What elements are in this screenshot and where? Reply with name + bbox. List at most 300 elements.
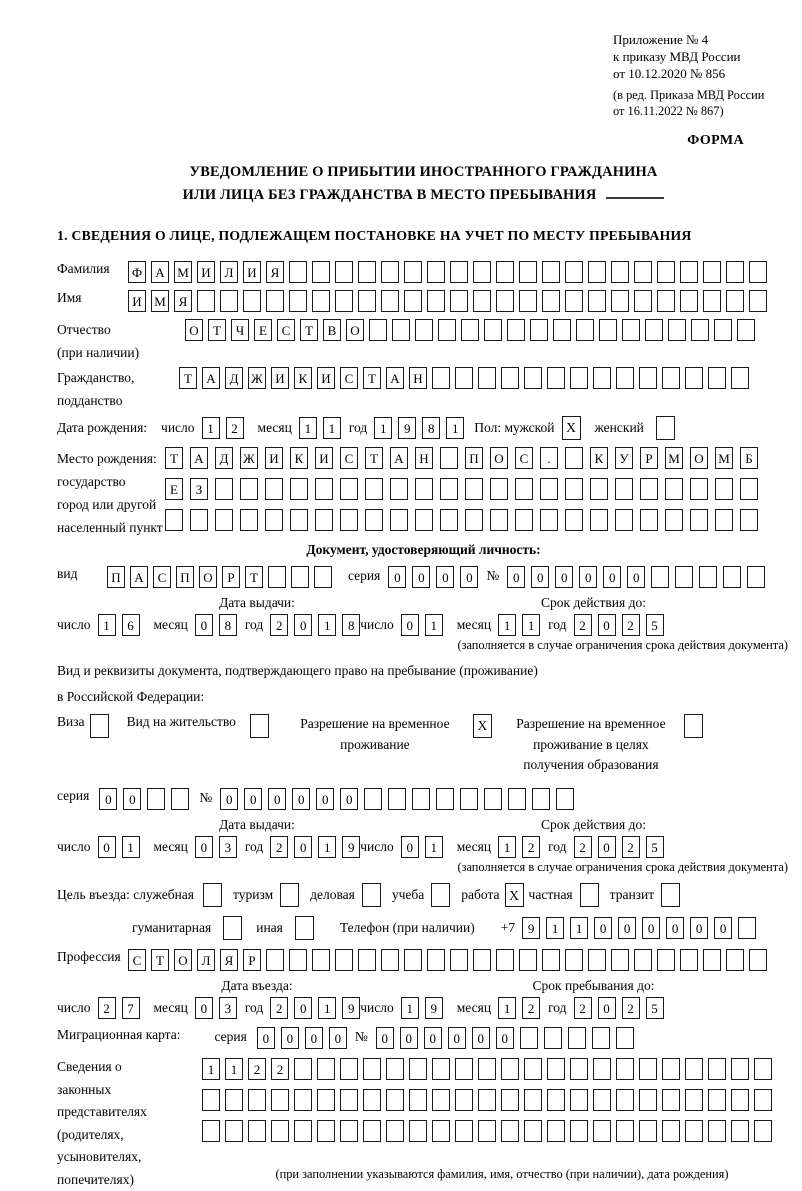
char-box[interactable] [455,1089,473,1111]
char-box[interactable]: 9 [425,997,443,1019]
char-box[interactable] [565,290,583,312]
char-box[interactable]: 1 [202,1058,220,1080]
char-box[interactable] [680,261,698,283]
char-box[interactable]: 1 [522,614,540,636]
char-box[interactable] [685,367,703,389]
char-box[interactable]: 0 [448,1027,466,1049]
char-box[interactable] [365,478,383,500]
char-box[interactable]: Я [220,949,238,971]
char-box[interactable]: Т [165,447,183,469]
char-box[interactable]: 1 [401,997,419,1019]
char-box[interactable] [714,319,732,341]
char-box[interactable] [588,261,606,283]
char-box[interactable]: 0 [340,788,358,810]
char-box[interactable] [690,509,708,531]
char-box[interactable]: 0 [244,788,262,810]
char-box[interactable]: 9 [522,917,540,939]
char-box[interactable]: 6 [122,614,140,636]
char-box[interactable]: 1 [446,417,464,439]
char-box[interactable]: 7 [122,997,140,1019]
char-box[interactable] [726,261,744,283]
char-box[interactable]: Б [740,447,758,469]
char-box[interactable] [723,566,741,588]
char-box[interactable] [651,566,669,588]
char-box[interactable] [427,949,445,971]
char-box[interactable]: 0 [496,1027,514,1049]
char-box[interactable]: С [515,447,533,469]
char-box[interactable] [515,478,533,500]
char-box[interactable] [540,509,558,531]
char-box[interactable] [726,290,744,312]
char-box[interactable] [593,1089,611,1111]
char-box[interactable]: 0 [294,836,312,858]
char-box[interactable]: 9 [342,997,360,1019]
char-box[interactable] [340,1058,358,1080]
char-box[interactable] [615,509,633,531]
char-box[interactable] [473,949,491,971]
char-box[interactable] [592,1027,610,1049]
char-box[interactable]: 1 [98,614,116,636]
char-box[interactable] [542,949,560,971]
char-box[interactable] [455,1058,473,1080]
char-box[interactable]: 2 [270,997,288,1019]
char-box[interactable]: 0 [294,997,312,1019]
checkbox-cell[interactable] [223,916,242,940]
char-box[interactable] [662,1089,680,1111]
char-box[interactable]: 2 [98,997,116,1019]
char-box[interactable] [680,949,698,971]
char-box[interactable] [501,367,519,389]
char-box[interactable] [740,478,758,500]
checkbox-cell[interactable] [661,883,680,907]
char-box[interactable] [432,1089,450,1111]
char-box[interactable] [593,367,611,389]
char-box[interactable] [473,261,491,283]
char-box[interactable] [699,566,717,588]
char-box[interactable] [390,478,408,500]
char-box[interactable]: 0 [388,566,406,588]
char-box[interactable]: С [340,447,358,469]
char-box[interactable] [412,788,430,810]
char-box[interactable]: 2 [574,836,592,858]
char-box[interactable]: Ж [248,367,266,389]
char-box[interactable] [248,1089,266,1111]
char-box[interactable] [640,478,658,500]
char-box[interactable] [553,319,571,341]
char-box[interactable] [317,1120,335,1142]
char-box[interactable]: 0 [666,917,684,939]
char-box[interactable] [415,509,433,531]
char-box[interactable] [392,319,410,341]
char-box[interactable] [568,1027,586,1049]
char-box[interactable]: 2 [522,997,540,1019]
char-box[interactable] [519,290,537,312]
char-box[interactable]: 0 [598,997,616,1019]
char-box[interactable]: П [176,566,194,588]
char-box[interactable]: 1 [318,836,336,858]
checkbox-cell[interactable]: X [473,714,492,738]
char-box[interactable]: М [715,447,733,469]
char-box[interactable]: 2 [574,997,592,1019]
char-box[interactable] [731,367,749,389]
checkbox-cell[interactable] [280,883,299,907]
char-box[interactable]: 0 [598,836,616,858]
char-box[interactable] [266,290,284,312]
char-box[interactable] [409,1120,427,1142]
char-box[interactable]: С [340,367,358,389]
char-box[interactable]: О [346,319,364,341]
char-box[interactable] [576,319,594,341]
char-box[interactable] [731,1089,749,1111]
char-box[interactable] [565,478,583,500]
char-box[interactable] [465,509,483,531]
char-box[interactable] [524,367,542,389]
char-box[interactable] [365,509,383,531]
char-box[interactable] [340,478,358,500]
char-box[interactable] [639,1089,657,1111]
char-box[interactable] [450,290,468,312]
char-box[interactable]: О [199,566,217,588]
char-box[interactable] [749,949,767,971]
char-box[interactable] [490,509,508,531]
char-box[interactable] [675,566,693,588]
char-box[interactable] [570,1058,588,1080]
char-box[interactable]: Т [300,319,318,341]
char-box[interactable] [599,319,617,341]
checkbox-cell[interactable] [203,883,222,907]
char-box[interactable] [616,1120,634,1142]
char-box[interactable]: С [128,949,146,971]
char-box[interactable]: 5 [646,836,664,858]
char-box[interactable] [240,509,258,531]
char-box[interactable] [315,509,333,531]
char-box[interactable] [639,1120,657,1142]
char-box[interactable] [290,478,308,500]
char-box[interactable] [478,1120,496,1142]
char-box[interactable] [524,1058,542,1080]
char-box[interactable]: 1 [425,836,443,858]
char-box[interactable]: 1 [202,417,220,439]
char-box[interactable]: И [128,290,146,312]
char-box[interactable] [147,788,165,810]
char-box[interactable] [317,1089,335,1111]
char-box[interactable] [404,949,422,971]
char-box[interactable] [271,1120,289,1142]
char-box[interactable]: 0 [257,1027,275,1049]
char-box[interactable] [731,1120,749,1142]
checkbox-cell[interactable] [295,916,314,940]
char-box[interactable]: Ф [128,261,146,283]
char-box[interactable] [358,290,376,312]
char-box[interactable]: Д [225,367,243,389]
char-box[interactable]: Т [365,447,383,469]
char-box[interactable] [570,367,588,389]
char-box[interactable]: Т [245,566,263,588]
char-box[interactable] [294,1120,312,1142]
char-box[interactable] [202,1089,220,1111]
char-box[interactable]: 2 [622,836,640,858]
char-box[interactable] [340,509,358,531]
char-box[interactable] [547,1120,565,1142]
char-box[interactable] [703,949,721,971]
char-box[interactable] [590,478,608,500]
char-box[interactable] [381,949,399,971]
char-box[interactable]: А [386,367,404,389]
char-box[interactable] [726,949,744,971]
char-box[interactable] [317,1058,335,1080]
char-box[interactable]: 0 [642,917,660,939]
char-box[interactable]: И [315,447,333,469]
char-box[interactable] [715,509,733,531]
checkbox-cell[interactable]: X [562,416,581,440]
char-box[interactable] [747,566,765,588]
char-box[interactable] [588,949,606,971]
char-box[interactable]: 0 [460,566,478,588]
char-box[interactable]: Я [174,290,192,312]
char-box[interactable] [593,1058,611,1080]
char-box[interactable] [685,1120,703,1142]
char-box[interactable]: 0 [329,1027,347,1049]
char-box[interactable] [754,1058,772,1080]
char-box[interactable] [593,1120,611,1142]
char-box[interactable]: М [665,447,683,469]
char-box[interactable] [381,290,399,312]
char-box[interactable]: У [615,447,633,469]
checkbox-cell[interactable] [250,714,269,738]
char-box[interactable]: 0 [305,1027,323,1049]
char-box[interactable] [340,1089,358,1111]
char-box[interactable] [665,478,683,500]
char-box[interactable]: 0 [412,566,430,588]
char-box[interactable] [265,478,283,500]
char-box[interactable] [519,949,537,971]
char-box[interactable]: 0 [98,836,116,858]
char-box[interactable]: 0 [598,614,616,636]
char-box[interactable] [708,1120,726,1142]
char-box[interactable] [369,319,387,341]
char-box[interactable] [507,319,525,341]
char-box[interactable] [386,1120,404,1142]
char-box[interactable]: 1 [225,1058,243,1080]
char-box[interactable] [691,319,709,341]
char-box[interactable] [335,290,353,312]
char-box[interactable]: . [540,447,558,469]
char-box[interactable] [335,261,353,283]
char-box[interactable]: 0 [436,566,454,588]
char-box[interactable] [268,566,286,588]
char-box[interactable] [540,478,558,500]
char-box[interactable] [501,1058,519,1080]
char-box[interactable] [335,949,353,971]
char-box[interactable]: А [190,447,208,469]
char-box[interactable] [615,478,633,500]
char-box[interactable]: И [265,447,283,469]
char-box[interactable] [708,367,726,389]
checkbox-cell[interactable] [580,883,599,907]
char-box[interactable] [622,319,640,341]
char-box[interactable]: 0 [294,614,312,636]
char-box[interactable] [225,1089,243,1111]
char-box[interactable]: О [690,447,708,469]
char-box[interactable]: 1 [122,836,140,858]
char-box[interactable]: 1 [570,917,588,939]
char-box[interactable] [363,1120,381,1142]
checkbox-cell[interactable] [90,714,109,738]
char-box[interactable] [171,788,189,810]
char-box[interactable] [490,478,508,500]
char-box[interactable] [611,261,629,283]
char-box[interactable]: Е [165,478,183,500]
char-box[interactable] [388,788,406,810]
char-box[interactable]: И [243,261,261,283]
char-box[interactable] [248,1120,266,1142]
char-box[interactable] [639,1058,657,1080]
char-box[interactable]: 2 [622,614,640,636]
char-box[interactable]: Д [215,447,233,469]
char-box[interactable]: 0 [627,566,645,588]
char-box[interactable]: 1 [546,917,564,939]
char-box[interactable] [450,261,468,283]
char-box[interactable] [565,949,583,971]
char-box[interactable] [473,290,491,312]
char-box[interactable]: Я [266,261,284,283]
char-box[interactable] [611,290,629,312]
char-box[interactable] [294,1058,312,1080]
char-box[interactable]: 0 [281,1027,299,1049]
char-box[interactable]: А [202,367,220,389]
char-box[interactable] [532,788,550,810]
char-box[interactable] [190,509,208,531]
char-box[interactable] [243,290,261,312]
char-box[interactable]: Ч [231,319,249,341]
char-box[interactable]: 2 [574,614,592,636]
char-box[interactable]: К [290,447,308,469]
char-box[interactable] [340,1120,358,1142]
char-box[interactable] [547,1089,565,1111]
char-box[interactable] [501,1089,519,1111]
char-box[interactable] [616,1089,634,1111]
char-box[interactable] [363,1089,381,1111]
char-box[interactable]: 0 [555,566,573,588]
char-box[interactable] [427,261,445,283]
char-box[interactable] [197,290,215,312]
char-box[interactable] [611,949,629,971]
char-box[interactable]: Р [243,949,261,971]
char-box[interactable]: 1 [323,417,341,439]
char-box[interactable]: М [174,261,192,283]
char-box[interactable]: 0 [690,917,708,939]
char-box[interactable]: 5 [646,997,664,1019]
char-box[interactable] [440,478,458,500]
char-box[interactable] [496,949,514,971]
char-box[interactable]: А [390,447,408,469]
char-box[interactable] [358,261,376,283]
char-box[interactable] [478,367,496,389]
char-box[interactable]: 0 [401,614,419,636]
char-box[interactable] [590,509,608,531]
char-box[interactable] [665,509,683,531]
char-box[interactable]: И [317,367,335,389]
char-box[interactable] [415,478,433,500]
char-box[interactable]: 1 [318,614,336,636]
char-box[interactable] [547,1058,565,1080]
char-box[interactable] [657,949,675,971]
char-box[interactable] [289,261,307,283]
char-box[interactable] [685,1089,703,1111]
checkbox-cell[interactable] [656,416,675,440]
char-box[interactable] [294,1089,312,1111]
char-box[interactable]: С [277,319,295,341]
checkbox-cell[interactable]: X [505,883,524,907]
char-box[interactable] [708,1089,726,1111]
char-box[interactable]: 8 [219,614,237,636]
char-box[interactable] [634,290,652,312]
char-box[interactable] [616,367,634,389]
char-box[interactable] [386,1058,404,1080]
char-box[interactable] [315,478,333,500]
char-box[interactable] [215,509,233,531]
char-box[interactable]: 0 [472,1027,490,1049]
char-box[interactable]: 2 [270,836,288,858]
char-box[interactable]: Н [415,447,433,469]
char-box[interactable]: 0 [424,1027,442,1049]
char-box[interactable] [496,261,514,283]
char-box[interactable] [515,509,533,531]
char-box[interactable]: 2 [271,1058,289,1080]
char-box[interactable]: 0 [268,788,286,810]
char-box[interactable] [715,478,733,500]
char-box[interactable]: Т [151,949,169,971]
char-box[interactable]: 1 [374,417,392,439]
char-box[interactable] [749,290,767,312]
char-box[interactable] [215,478,233,500]
char-box[interactable] [496,290,514,312]
char-box[interactable] [438,319,456,341]
char-box[interactable] [588,290,606,312]
char-box[interactable] [754,1120,772,1142]
char-box[interactable]: 1 [498,836,516,858]
char-box[interactable]: 2 [226,417,244,439]
char-box[interactable]: С [153,566,171,588]
char-box[interactable] [542,261,560,283]
char-box[interactable] [432,1058,450,1080]
char-box[interactable] [266,949,284,971]
char-box[interactable]: 0 [594,917,612,939]
char-box[interactable]: О [174,949,192,971]
char-box[interactable]: 0 [531,566,549,588]
char-box[interactable] [530,319,548,341]
char-box[interactable] [544,1027,562,1049]
char-box[interactable]: 5 [646,614,664,636]
char-box[interactable]: 0 [195,614,213,636]
char-box[interactable] [640,509,658,531]
char-box[interactable] [645,319,663,341]
char-box[interactable] [404,290,422,312]
char-box[interactable] [409,1089,427,1111]
checkbox-cell[interactable] [684,714,703,738]
char-box[interactable]: 0 [195,997,213,1019]
char-box[interactable] [381,261,399,283]
char-box[interactable] [565,447,583,469]
char-box[interactable]: 1 [318,997,336,1019]
char-box[interactable]: 0 [618,917,636,939]
char-box[interactable] [436,788,454,810]
char-box[interactable]: 0 [507,566,525,588]
char-box[interactable] [432,367,450,389]
char-box[interactable] [731,1058,749,1080]
char-box[interactable]: Ж [240,447,258,469]
char-box[interactable] [703,290,721,312]
